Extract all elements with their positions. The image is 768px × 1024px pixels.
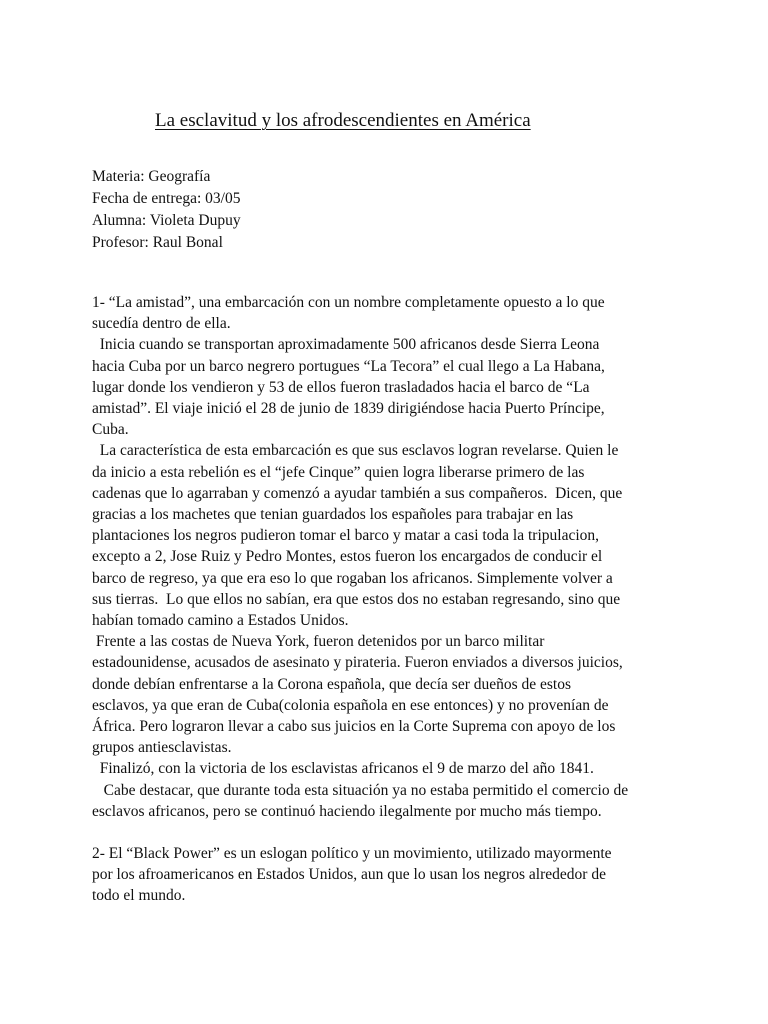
paragraph-line: África. Pero lograron llevar a cabo sus juicios en la Corte Suprema con apoyo de los [92,718,616,736]
paragraph-line: sus tierras. Lo que ellos no sabían, era que estos dos no estaban regresando, sino que [92,590,621,608]
paragraph-line: estadounidense, acusados de asesinato y pirateria. Fueron enviados a diversos juicios, [92,654,623,672]
paragraph-line: La característica de esta embarcación es que sus esclavos logran revelarse. Quien le [92,442,619,460]
section-1 [92,292,692,822]
paragraph-line: por los afroamericanos en Estados Unidos, aun que lo usan los negros alrededor de [92,866,606,884]
paragraph-line: donde debían enfrentarse a la Corona española, que decía ser dueños de estos [92,675,572,693]
paragraph-line: 2- El “Black Power” es un eslogan político y un movimiento, utilizado mayormente [92,845,612,863]
paragraph-line: amistad”. El viaje inició el 28 de junio de 1839 dirigiéndose hacia Puerto Príncipe, [92,400,605,418]
paragraph-line: gracias a los machetes que tenian guardados los españoles para trabajar en las [92,506,574,524]
paragraph-line: Cabe destacar, que durante toda esta situación ya no estaba permitido el comercio de [92,781,629,799]
paragraph-line: sucedía dentro de ella. [92,315,231,333]
meta-teacher: Profesor: Raul Bonal [92,234,223,251]
section-gap [92,822,692,843]
document-title: La esclavitud y los afrodescendientes en América [155,110,531,131]
paragraph-line: excepto a 2, Jose Ruiz y Pedro Montes, estos fueron los encargados de conducir el [92,548,603,566]
paragraph-line: lugar donde los vendieron y 53 de ellos fueron trasladados hacia el barco de “La [92,378,590,396]
paragraph-line: habían tomado camino a Estados Unidos. [92,612,349,630]
meta-subject: Materia: Geografía [92,168,211,185]
meta-due-date: Fecha de entrega: 03/05 [92,190,241,207]
paragraph-line: cadenas que lo agarraban y comenzó a ayudar también a sus compañeros. Dicen, que [92,484,623,502]
document-body [92,292,692,907]
paragraph-line: 1- “La amistad”, una embarcación con un nombre completamente opuesto a lo que [92,294,605,311]
paragraph-line: plantaciones los negros pudieron tomar el barco y matar a casi toda la tripulacion, [92,527,600,545]
meta-student: Alumna: Violeta Dupuy [92,212,241,229]
paragraph-line: hacia Cuba por un barco negrero portugues “La Tecora” el cual llego a La Habana, [92,357,605,375]
document-meta [92,166,241,254]
paragraph-line: Frente a las costas de Nueva York, fueron detenidos por un barco militar [92,633,545,651]
paragraph-line: Inicia cuando se transportan aproximadamente 500 africanos desde Sierra Leona [92,336,600,354]
paragraph-line: esclavos, ya que eran de Cuba(colonia española en ese entonces) y no provenían de [92,696,609,714]
paragraph-line: grupos antiesclavistas. [92,739,232,757]
paragraph-line: esclavos africanos, pero se continuó haciendo ilegalmente por mucho más tiempo. [92,802,602,820]
paragraph-line: todo el mundo. [92,887,186,905]
paragraph-line: barco de regreso, ya que era eso lo que rogaban los africanos. Simplemente volver a [92,569,613,587]
paragraph-line: da inicio a esta rebelión es el “jefe Cinque” quien logra liberarse primero de las [92,463,585,481]
paragraph-line: Cuba. [92,421,129,439]
paragraph-line: Finalizó, con la victoria de los esclavistas africanos el 9 de marzo del año 1841. [92,760,594,778]
section-2 [92,843,692,907]
